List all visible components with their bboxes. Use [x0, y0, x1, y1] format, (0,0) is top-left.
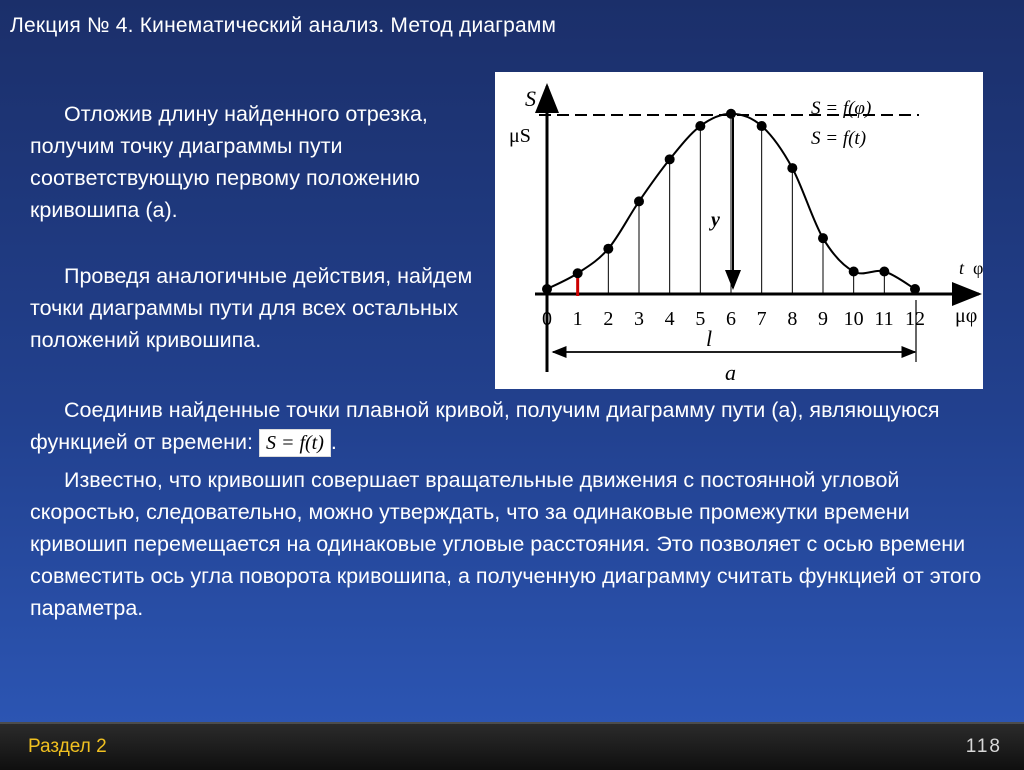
x-tick-label-10: 10 — [843, 308, 864, 330]
paragraph-rotation — [30, 464, 990, 624]
time-label-a: a — [725, 360, 736, 385]
x-tick-label-2: 2 — [603, 308, 614, 330]
data-point-4 — [665, 154, 675, 164]
section-label: Раздел 2 — [28, 736, 107, 757]
path-diagram-chart — [495, 72, 983, 389]
x-axis-label-phi: φ — [973, 258, 983, 278]
x-tick-label-12: 12 — [905, 308, 925, 330]
x-tick-label-1: 1 — [572, 308, 583, 330]
y-axis-label: S — [525, 86, 536, 111]
page-number: 118 — [965, 736, 1002, 757]
paragraph-curve — [30, 394, 990, 458]
inline-formula: S = f(t) — [259, 429, 331, 457]
x-tick-label-0: 0 — [542, 308, 552, 330]
paragraph-curve-end: . — [330, 430, 337, 454]
paragraph-first-point-text: Отложив длину найденного отрезка, получим точку диаграммы пути соответствующую первому положению кривошипа (а). — [30, 102, 428, 222]
paragraph-first-point — [30, 98, 450, 226]
paragraph-other-points — [30, 260, 500, 356]
max-marker-label: y — [711, 209, 720, 231]
paragraph-rotation-text: Известно, что кривошип совершает вращательные движения с постоянной угловой скоростью, следовательно, можно утверждать, что за одинаковые промежутки времени кривошип перемещается на одинаковые угловые расстояния. Это позволяет с осью времени совместить ось угла поворота кривошипа, а полученную диаграмму считать функцией от этого параметра. — [30, 468, 982, 620]
x-tick-label-5: 5 — [695, 308, 706, 330]
data-point-0 — [542, 284, 552, 294]
data-point-2 — [603, 244, 613, 254]
x-tick-label-11: 11 — [874, 308, 894, 330]
formula-s-phi: S = f(φ) — [811, 98, 872, 119]
data-point-6 — [726, 109, 736, 119]
data-point-10 — [849, 266, 859, 276]
footer-bar — [0, 722, 1024, 770]
data-point-8 — [787, 163, 797, 173]
x-tick-label-4: 4 — [664, 308, 675, 330]
x-tick-label-6: 6 — [726, 308, 736, 330]
x-tick-label-7: 7 — [756, 308, 767, 330]
x-axis-label-t: t — [959, 258, 965, 278]
x-tick-label-8: 8 — [787, 308, 798, 330]
data-point-1 — [573, 268, 583, 278]
page-title: Лекция № 4. Кинематический анализ. Метод диаграмм — [10, 14, 557, 37]
paragraph-other-points-text: Проведя аналогичные действия, найдем точки диаграммы пути для всех остальных положений кривошипа. — [30, 264, 473, 352]
x-tick-label-9: 9 — [818, 308, 828, 330]
x-scale-label: μφ — [955, 305, 978, 327]
data-point-9 — [818, 233, 828, 243]
y-scale-label: μS — [509, 125, 531, 147]
data-point-11 — [879, 266, 889, 276]
formula-s-t: S = f(t) — [811, 128, 867, 149]
data-point-3 — [634, 196, 644, 206]
paragraph-curve-text: Соединив найденные точки плавной кривой, получим диаграмму пути (а), являющуюся функцией от времени: — [30, 398, 940, 454]
x-tick-label-3: 3 — [634, 308, 644, 330]
segment-label-l: l — [706, 326, 713, 351]
path-diagram-panel — [495, 72, 983, 389]
data-point-7 — [757, 121, 767, 131]
data-point-12 — [910, 284, 920, 294]
data-point-5 — [695, 121, 705, 131]
